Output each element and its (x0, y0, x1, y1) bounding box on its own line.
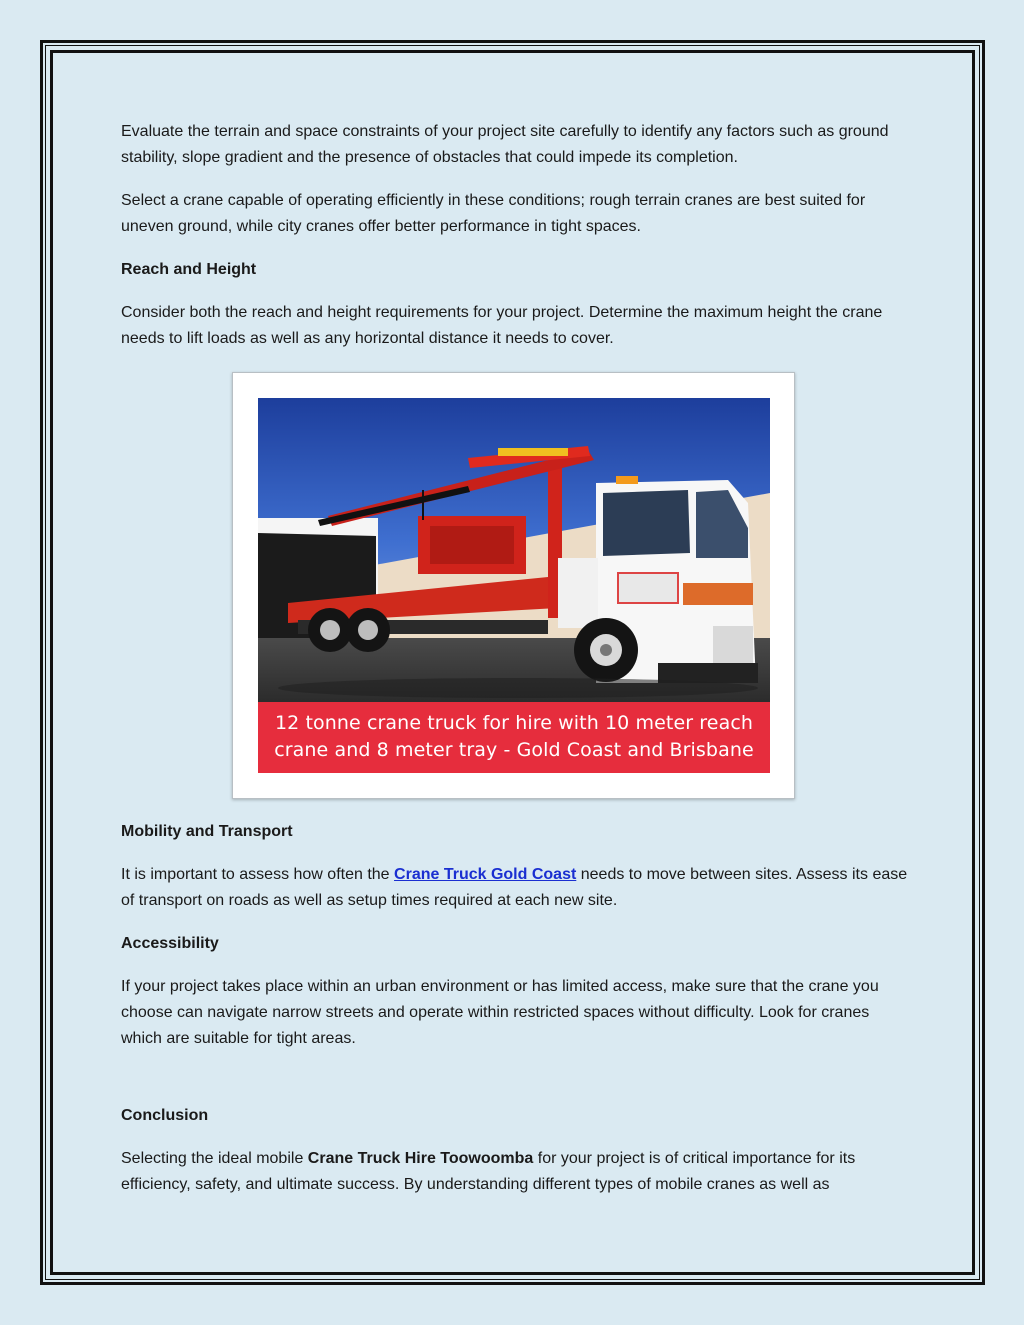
paragraph-mobility-text-start: It is important to assess how often the (121, 866, 395, 883)
paragraph-crane-selection: Select a crane capable of operating efficiently in these conditions; rough terrain cranes are best suited for uneven ground, while city cranes offer better performance in tight spaces. (121, 192, 866, 235)
crane-truck-gold-coast-link[interactable]: Crane Truck Gold Coast (394, 866, 577, 883)
photo-caption-line-1: 12 tonne crane truck for hire with 10 meter reach (274, 712, 754, 734)
section-spacer (121, 1069, 911, 1103)
paragraph-terrain: Evaluate the terrain and space constraints of your project site carefully to identify any factors such as ground stability, slope gradient and the presence of obstacles that could impede its completion. (121, 123, 889, 166)
paragraph-conclusion-text-end: for your project is of critical importance for its efficiency, safety, and ultimate success. By understanding different types of mobile cranes as well as (121, 1150, 856, 1193)
paragraph-accessibility: If your project takes place within an urban environment or has limited access, make sure that the crane you choose can navigate narrow streets and operate within restricted spaces without difficulty. Look for cranes which are suitable for tight areas. (121, 978, 879, 1047)
paragraph-mobility-text-end: needs to move between sites. Assess its ease of transport on roads as well as setup times required at each new site. (121, 866, 908, 909)
paragraph-conclusion (121, 1146, 911, 1198)
document-body (121, 119, 911, 1215)
photo-caption-line-2: crane and 8 meter tray - Gold Coast and Brisbane (274, 739, 754, 761)
crane-truck-hire-toowoomba-text: Crane Truck Hire Toowoomba (307, 1150, 534, 1167)
paragraph-reach: Consider both the reach and height requirements for your project. Determine the maximum height the crane needs to lift loads as well as any horizontal distance it needs to cover. (121, 304, 883, 347)
heading-mobility-and-transport: Mobility and Transport (121, 823, 293, 840)
photo-caption-band (258, 702, 770, 773)
crane-truck-photo (258, 398, 770, 773)
paragraph-conclusion-text-start: Selecting the ideal mobile (121, 1150, 308, 1167)
heading-accessibility: Accessibility (121, 935, 219, 952)
heading-reach-and-height: Reach and Height (121, 261, 257, 278)
heading-conclusion: Conclusion (121, 1107, 209, 1124)
crane-truck-figure (232, 372, 795, 799)
paragraph-mobility (121, 862, 911, 914)
